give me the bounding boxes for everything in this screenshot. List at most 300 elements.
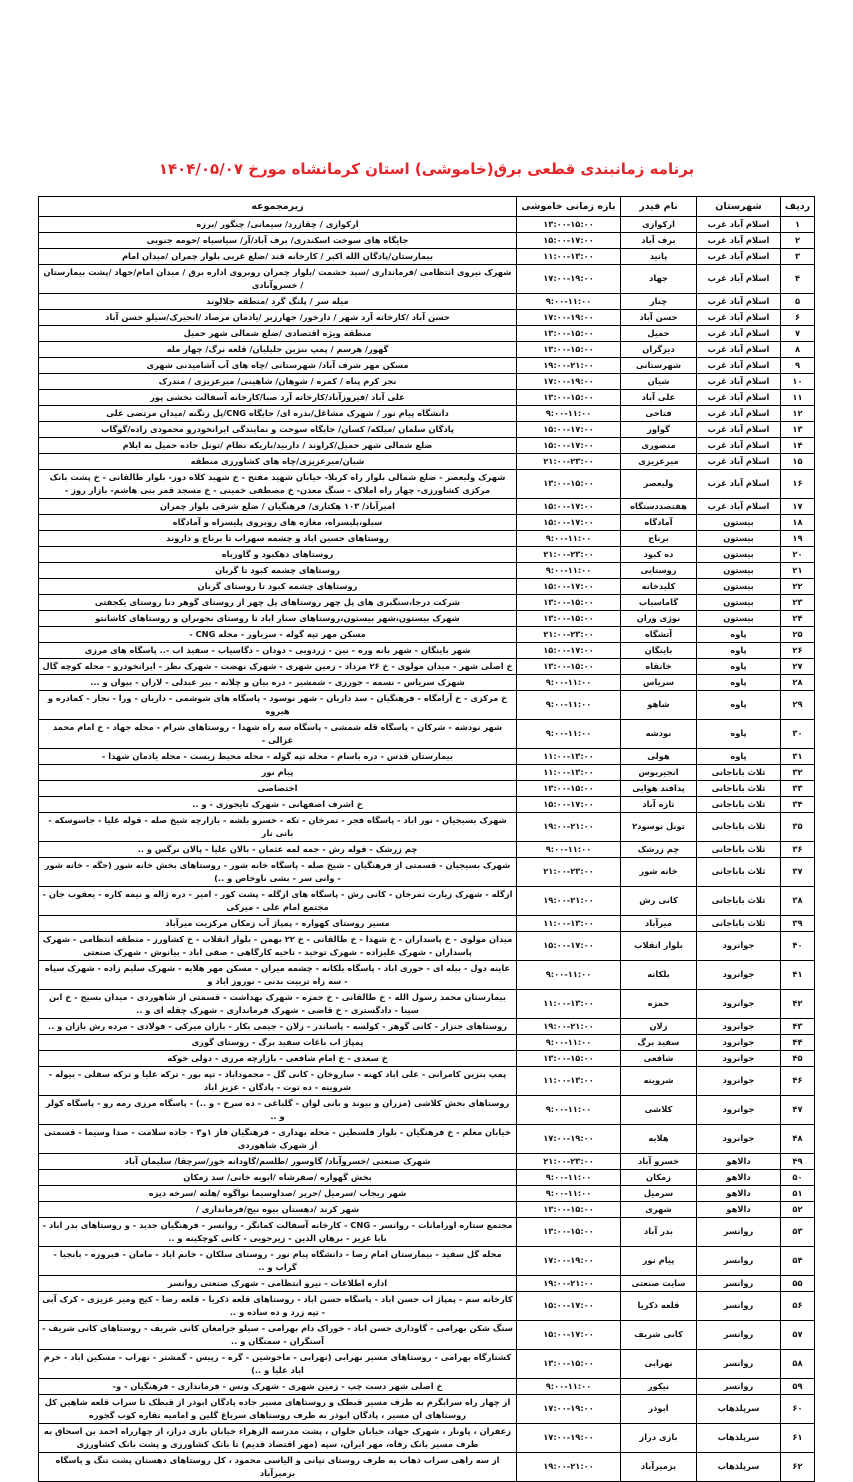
outage-time-range-cell: ۹:۰۰-۱۱:۰۰	[517, 405, 621, 421]
row-index-cell: ۱	[781, 216, 815, 232]
outage-time-range-cell: ۱۱:۰۰-۱۳:۰۰	[517, 748, 621, 764]
county-cell: اسلام آباد غرب	[697, 389, 781, 405]
table-row	[39, 626, 815, 642]
county-cell: بیستون	[697, 514, 781, 530]
feeder-name-cell: نوژی وران	[621, 610, 697, 626]
feeder-name-cell: ولیعصر	[621, 469, 697, 498]
row-index-cell: ۶۰	[781, 1394, 815, 1423]
county-cell: جوانرود	[697, 1050, 781, 1066]
table-row	[39, 674, 815, 690]
sub-areas-cell: اداره اطلاعات - نیرو انتظامی - شهرک صنعتی روانسر	[39, 1275, 517, 1291]
feeder-name-cell: هفتصددستگاه	[621, 498, 697, 514]
feeder-name-cell: نهرابی	[621, 1349, 697, 1378]
header-row	[39, 196, 815, 216]
table-body	[39, 216, 815, 1481]
sub-areas-cell: منطقه ویژه اقتصادی /ضلع شمالی شهر حمیل	[39, 325, 517, 341]
outage-time-range-cell: ۱۱:۰۰-۱۳:۰۰	[517, 915, 621, 931]
county-cell: اسلام آباد غرب	[697, 309, 781, 325]
table-row	[39, 812, 815, 841]
sub-areas-cell: خ سعدی - خ امام شافعی - بازارچه مرزی - دولی خوکه	[39, 1050, 517, 1066]
sub-areas-cell: روستاهای دهکبود و گاورباه	[39, 546, 517, 562]
feeder-name-cell: سفید برگ	[621, 1034, 697, 1050]
row-index-cell: ۵۱	[781, 1185, 815, 1201]
outage-time-range-cell: ۱۳:۰۰-۱۵:۰۰	[517, 341, 621, 357]
outage-time-range-cell: ۲۱:۰۰-۲۳:۰۰	[517, 1153, 621, 1169]
sub-areas-cell: میله سر / پلنگ گرد /منطقه جلالوند	[39, 293, 517, 309]
sub-areas-cell: محله گل سفید - بیمارستان امام رضا - دانشگاه پیام نور - روستای سلکان - خانم اباد - مامان - فیروزه - بانجیا - گراب و ..	[39, 1246, 517, 1275]
county-cell: جوانرود	[697, 1124, 781, 1153]
sub-areas-cell: بخش گهواره /صفرشاه /ابوبه خانی/ سد زمکان	[39, 1169, 517, 1185]
table-row	[39, 610, 815, 626]
table-row	[39, 690, 815, 719]
outage-time-range-cell: ۱۹:۰۰-۲۱:۰۰	[517, 1018, 621, 1034]
county-cell: سرپلذهاب	[697, 1452, 781, 1481]
table-row	[39, 498, 815, 514]
feeder-name-cell: بزمیرآباد	[621, 1452, 697, 1481]
county-cell: جوانرود	[697, 1095, 781, 1124]
table-row	[39, 1185, 815, 1201]
feeder-name-cell: شروینه	[621, 1066, 697, 1095]
row-index-cell: ۸	[781, 341, 815, 357]
county-cell: اسلام آباد غرب	[697, 293, 781, 309]
county-cell: اسلام آباد غرب	[697, 216, 781, 232]
outage-time-range-cell: ۱۱:۰۰-۱۳:۰۰	[517, 1066, 621, 1095]
row-index-cell: ۳۰	[781, 719, 815, 748]
table-row	[39, 309, 815, 325]
row-index-cell: ۱۶	[781, 469, 815, 498]
table-row	[39, 1095, 815, 1124]
outage-time-range-cell: ۱۵:۰۰-۱۷:۰۰	[517, 1320, 621, 1349]
sub-areas-cell: خ اشرف اصفهانی - شهرک تایجوزی - و ..	[39, 796, 517, 812]
row-index-cell: ۴	[781, 264, 815, 293]
outage-time-range-cell: ۱۹:۰۰-۲۱:۰۰	[517, 1275, 621, 1291]
outage-time-range-cell: ۱۹:۰۰-۲۱:۰۰	[517, 812, 621, 841]
sub-areas-cell: شهرک سریاس - نسمه - جورزی - شمشیر - دره بیان و چلانه - بیر عبدلی - لاران - بیوان و ...	[39, 674, 517, 690]
sub-areas-cell: روستاهای جنزار - کانی گوهر - کولسه - پاساندر - زلان - جیمی بکار - بازان میرکی - فولادی - مرده رش بازان و ..	[39, 1018, 517, 1034]
row-index-cell: ۴۸	[781, 1124, 815, 1153]
row-index-cell: ۵۵	[781, 1275, 815, 1291]
table-row	[39, 578, 815, 594]
county-cell: بیستون	[697, 546, 781, 562]
table-row	[39, 562, 815, 578]
sub-areas-cell: امیرآباد/ ۱۰۳ هکتاری/ فرهنگیان / ضلع شرقی بلوار چمران	[39, 498, 517, 514]
feeder-name-cell: نودشه	[621, 719, 697, 748]
sub-areas-cell: خ مرکزی - خ آرامگاه - فرهنگیان - سد داریان - شهر نوسود - پاسگاه های شوشمی - داریان - ورا - نجار - کمادره و هیروه	[39, 690, 517, 719]
county-cell: دالاهو	[697, 1169, 781, 1185]
row-index-cell: ۱۰	[781, 373, 815, 389]
sub-areas-cell: خ اصلی شهر دست چپ - زمین شهری - شهرک ونس - فرمانداری - فرهنگیان - و-	[39, 1378, 517, 1394]
feeder-name-cell: حمزه	[621, 989, 697, 1018]
county-cell: پاوه	[697, 626, 781, 642]
feeder-name-cell: زمکان	[621, 1169, 697, 1185]
county-cell: اسلام آباد غرب	[697, 232, 781, 248]
county-cell: روانسر	[697, 1320, 781, 1349]
sub-areas-cell: عاینه دول - بیله ای - حوری اباد - پاسگاه بلکانه - چشمه میران - مسکن مهر هلایه - شهرک سلیم زاده - شهرک سپاه - سه راه تربیت بدنی - نوروز اباد و	[39, 960, 517, 989]
sub-areas-cell: شهرک بسیجیان - قسمتی از فرهنگیان - شیخ صله - پاسگاه خانه شور - روستاهای بخش خانه شور (جگه - خانه شور - وانی سر - بشی ناوخاص و ..)	[39, 857, 517, 886]
row-index-cell: ۵	[781, 293, 815, 309]
county-cell: اسلام آباد غرب	[697, 325, 781, 341]
feeder-name-cell: زلان	[621, 1018, 697, 1034]
col-header-county: شهرستان	[697, 196, 781, 216]
county-cell: سرپلذهاب	[697, 1423, 781, 1452]
row-index-cell: ۴۴	[781, 1034, 815, 1050]
feeder-name-cell: حمیل	[621, 325, 697, 341]
county-cell: روانسر	[697, 1291, 781, 1320]
outage-time-range-cell: ۹:۰۰-۱۱:۰۰	[517, 1169, 621, 1185]
row-index-cell: ۲۷	[781, 658, 815, 674]
sub-areas-cell: جایگاه های سوخت اسکندری/ برف آباد/آر/ سیاسیاه /حومه جنوبی	[39, 232, 517, 248]
col-header-row-index: ردیف	[781, 196, 815, 216]
sub-areas-cell: شهرک صنعتی /خسروآباد/ گاوسور /طلسم/گاودانه خور/سرچقا/ سلیمان آباد	[39, 1153, 517, 1169]
table-row	[39, 1124, 815, 1153]
table-row	[39, 1018, 815, 1034]
feeder-name-cell: میرآباد	[621, 915, 697, 931]
row-index-cell: ۱۷	[781, 498, 815, 514]
feeder-name-cell: شاهو	[621, 690, 697, 719]
sub-areas-cell: پیام نور	[39, 764, 517, 780]
col-header-sub-areas: زیرمجموعه	[39, 196, 517, 216]
feeder-name-cell: بلوار انقلاب	[621, 931, 697, 960]
row-index-cell: ۳۶	[781, 841, 815, 857]
county-cell: ثلاث باباجانی	[697, 764, 781, 780]
county-cell: اسلام آباد غرب	[697, 453, 781, 469]
table-row	[39, 1394, 815, 1423]
feeder-name-cell: تونل نوسود۲	[621, 812, 697, 841]
table-row	[39, 1034, 815, 1050]
table-row	[39, 389, 815, 405]
county-cell: روانسر	[697, 1275, 781, 1291]
sub-areas-cell: روستاهای چشمه کبود تا روستای گربان	[39, 578, 517, 594]
outage-time-range-cell: ۱۵:۰۰-۱۷:۰۰	[517, 796, 621, 812]
county-cell: جوانرود	[697, 931, 781, 960]
feeder-name-cell: جهاد	[621, 264, 697, 293]
feeder-name-cell: آمادگاه	[621, 514, 697, 530]
sub-areas-cell: شهرک ولیعصر - ضلع شمالی بلوار راه کربلا- خیابان شهید مفتح - خ شهید کلاه دوز- بلوار طالقانی - خ پشت بانک مرکزی کشاورزی- چهار راه املاک - سنگ معدن- خ مصطفی خمینی - خ مسجد قمر بنی هاشم- بازار روز -	[39, 469, 517, 498]
row-index-cell: ۶۱	[781, 1423, 815, 1452]
row-index-cell: ۱۴	[781, 437, 815, 453]
row-index-cell: ۴۲	[781, 989, 815, 1018]
sub-areas-cell: مجتمع ستاره اورامانات - روانسر - CNG - کارخانه آسفالت کمانگر - روانسر - فرهنگیان جدید - و روستاهای بدر اباد - بابا عزیز - برهان الدین - زیرجویی - کانی کوچکینه و ..	[39, 1217, 517, 1246]
county-cell: ثلاث باباجانی	[697, 886, 781, 915]
sub-areas-cell: خ اصلی شهر - میدان مولوی - خ ۲۶ مرداد - زمین شهری - شهرک نهضت - شهرک نظر - ایرانخودرو - محله کوچه گال	[39, 658, 517, 674]
county-cell: اسلام آباد غرب	[697, 437, 781, 453]
row-index-cell: ۶۲	[781, 1452, 815, 1481]
feeder-name-cell: پدافند هوایی	[621, 780, 697, 796]
county-cell: اسلام آباد غرب	[697, 498, 781, 514]
row-index-cell: ۳	[781, 248, 815, 264]
row-index-cell: ۲۰	[781, 546, 815, 562]
county-cell: دالاهو	[697, 1153, 781, 1169]
sub-areas-cell: اختصاصی	[39, 780, 517, 796]
sub-areas-cell: سیلو،پلیسراه، مغازه های روبروی پلیسراه و آمادگاه	[39, 514, 517, 530]
sub-areas-cell: شهر ریجاب /سرمیل /حریر /صداوسیما نواگوه /هلته /سرخه دیزه	[39, 1185, 517, 1201]
feeder-name-cell: شهرستانی	[621, 357, 697, 373]
outage-time-range-cell: ۹:۰۰-۱۱:۰۰	[517, 1095, 621, 1124]
col-header-feeder-name: نام فیدر	[621, 196, 697, 216]
outage-time-range-cell: ۱۳:۰۰-۱۵:۰۰	[517, 610, 621, 626]
row-index-cell: ۵۲	[781, 1201, 815, 1217]
feeder-name-cell: منصوری	[621, 437, 697, 453]
outage-time-range-cell: ۱۳:۰۰-۱۵:۰۰	[517, 1349, 621, 1378]
feeder-name-cell: حسن آباد	[621, 309, 697, 325]
feeder-name-cell: شافعی	[621, 1050, 697, 1066]
sub-areas-cell: ضلع شمالی شهر حمیل/کراوند / داربید/باریکه نظام /تونل جاده حمیل به ایلام	[39, 437, 517, 453]
row-index-cell: ۱۳	[781, 421, 815, 437]
county-cell: بیستون	[697, 530, 781, 546]
row-index-cell: ۷	[781, 325, 815, 341]
feeder-name-cell: سریاس	[621, 674, 697, 690]
outage-time-range-cell: ۱۳:۰۰-۱۵:۰۰	[517, 325, 621, 341]
sub-areas-cell: مسیر روستای کهواره - پمپاژ آب زمکان مرکزیت میرآباد	[39, 915, 517, 931]
outage-time-range-cell: ۹:۰۰-۱۱:۰۰	[517, 1185, 621, 1201]
feeder-name-cell: شهری	[621, 1201, 697, 1217]
feeder-name-cell: میرعزیزی	[621, 453, 697, 469]
feeder-name-cell: هولی	[621, 748, 697, 764]
sub-areas-cell: شهر باینگان - شهر بانه وره - نین - زردویی - دودان - دگاسیاب - سفید اب -.. پاسگاه های مرزی	[39, 642, 517, 658]
feeder-name-cell: ارکوازی	[621, 216, 697, 232]
sub-areas-cell: بیمارستان محمد رسول الله - خ طالقانی - خ حمزه - شهرک بهداشت - قسمتی از شاهوردی - میدان بسیج - خ ابن سینا - دادگستری - خ قاضی - شهرک فرمانداری - شهرک چقله ای و ..	[39, 989, 517, 1018]
outage-time-range-cell: ۱۳:۰۰-۱۵:۰۰	[517, 469, 621, 498]
county-cell: سرپلذهاب	[697, 1394, 781, 1423]
table-row	[39, 373, 815, 389]
sub-areas-cell: کارخانه سم - پمپاژ اب حسن اباد - پاسگاه حسن اباد - روستاهای قلعه ذکریا - قلعه رضا - کیج ومیر عزیزی - کرک آبی - تپه زرد و ده ساده و ..	[39, 1291, 517, 1320]
table-row	[39, 514, 815, 530]
feeder-name-cell: خسرو آباد	[621, 1153, 697, 1169]
table-row	[39, 1349, 815, 1378]
sub-areas-cell: روستاهای بخش کلاشی (مزران و بیوند و بانی لوان - گلباغی - ده سرخ - و ..) - پاسگاه مرزی رمه رو - پاسگاه کولر و ..	[39, 1095, 517, 1124]
row-index-cell: ۲۲	[781, 578, 815, 594]
row-index-cell: ۵۴	[781, 1246, 815, 1275]
outage-time-range-cell: ۱۹:۰۰-۲۱:۰۰	[517, 357, 621, 373]
table-row	[39, 1452, 815, 1481]
col-header-outage-time-range: بازه زمانی خاموشی	[517, 196, 621, 216]
sub-areas-cell: مسکن مهر تپه گوله - سرباور - محله CNG -	[39, 626, 517, 642]
table-row	[39, 248, 815, 264]
outage-time-range-cell: ۱۹:۰۰-۲۱:۰۰	[517, 886, 621, 915]
feeder-name-cell: فتاحی	[621, 405, 697, 421]
row-index-cell: ۴۳	[781, 1018, 815, 1034]
row-index-cell: ۵۹	[781, 1378, 815, 1394]
outage-time-range-cell: ۲۱:۰۰-۲۳:۰۰	[517, 546, 621, 562]
feeder-name-cell: چنار	[621, 293, 697, 309]
sub-areas-cell: ازگله - شهرک زیارت تمرخان - کانی رش - پاسگاه های ازگله - پشت کور - امیر - دره ژاله و نیمه کاره - یعقوب جان - مجتمع امام علی - میرکی	[39, 886, 517, 915]
sub-areas-cell: پمپ بنزین کامرانی - علی اباد کهنه - ساروخان - کانی گل - محموداباد - تپه بور - ترکه علیا و ترکه سفلی - بیوله - شروینه - ده توت - پادگان - عزیز اباد	[39, 1066, 517, 1095]
table-row	[39, 1320, 815, 1349]
table-row	[39, 658, 815, 674]
outage-time-range-cell: ۱۵:۰۰-۱۷:۰۰	[517, 421, 621, 437]
county-cell: جوانرود	[697, 1018, 781, 1034]
outage-time-range-cell: ۹:۰۰-۱۱:۰۰	[517, 690, 621, 719]
sub-areas-cell: شهرک بیستون،شهر بیستون،روستاهای سنار اباد تا روستای نجوبران و روستاهای کاشانتو	[39, 610, 517, 626]
table-row	[39, 325, 815, 341]
row-index-cell: ۱۹	[781, 530, 815, 546]
outage-time-range-cell: ۱۵:۰۰-۱۷:۰۰	[517, 498, 621, 514]
county-cell: جوانرود	[697, 1034, 781, 1050]
row-index-cell: ۱۸	[781, 514, 815, 530]
table-row	[39, 960, 815, 989]
sub-areas-cell: شهرک نیروی انتظامی /فرمانداری /سید حشمت /بلوار چمران روبروی اداره برق / میدان امام/جهاد /پشت بیمارستان / خسروآبادی	[39, 264, 517, 293]
outage-time-range-cell: ۹:۰۰-۱۱:۰۰	[517, 960, 621, 989]
outage-time-range-cell: ۱۷:۰۰-۱۹:۰۰	[517, 1394, 621, 1423]
feeder-name-cell: کانی شریف	[621, 1320, 697, 1349]
outage-time-range-cell: ۱۷:۰۰-۱۹:۰۰	[517, 1246, 621, 1275]
table-row	[39, 886, 815, 915]
row-index-cell: ۳۴	[781, 796, 815, 812]
feeder-name-cell: سایت صنعتی	[621, 1275, 697, 1291]
feeder-name-cell: پیام نور	[621, 1246, 697, 1275]
feeder-name-cell: قلعه ذکریا	[621, 1291, 697, 1320]
outage-time-range-cell: ۹:۰۰-۱۱:۰۰	[517, 841, 621, 857]
outage-time-range-cell: ۱۵:۰۰-۱۷:۰۰	[517, 578, 621, 594]
feeder-name-cell: پانید	[621, 248, 697, 264]
table-row	[39, 1217, 815, 1246]
county-cell: بیستون	[697, 578, 781, 594]
sub-areas-cell: شرکت درجا،سنگبری های پل چهر روستاهای پل چهر از روستای گوهر دنا روستای یکجفتی	[39, 594, 517, 610]
table-row	[39, 1423, 815, 1452]
outage-time-range-cell: ۹:۰۰-۱۱:۰۰	[517, 530, 621, 546]
sub-areas-cell: روستاهای چشمه کبود تا گربان	[39, 562, 517, 578]
feeder-name-cell: تازه آباد	[621, 796, 697, 812]
county-cell: اسلام آباد غرب	[697, 341, 781, 357]
row-index-cell: ۶	[781, 309, 815, 325]
county-cell: ثلاث باباجانی	[697, 812, 781, 841]
county-cell: ثلاث باباجانی	[697, 796, 781, 812]
feeder-name-cell: خانه شور	[621, 857, 697, 886]
county-cell: ثلاث باباجانی	[697, 857, 781, 886]
outage-time-range-cell: ۲۱:۰۰-۲۳:۰۰	[517, 857, 621, 886]
sub-areas-cell: میدان مولوی - خ پاسداران - خ شهدا - خ طالقانی - خ ۲۲ بهمن - بلوار انقلاب - خ کشاورز - منطقه انتظامی - شهرک پاسداران - شهرک علیزاده - شهرک توحید - ناحیه کارگاهی - صفی اباد - بیانوش - شهرک صنعتی	[39, 931, 517, 960]
row-index-cell: ۴۷	[781, 1095, 815, 1124]
feeder-name-cell: دیزگران	[621, 341, 697, 357]
table-header	[39, 196, 815, 216]
county-cell: بیستون	[697, 594, 781, 610]
row-index-cell: ۱۱	[781, 389, 815, 405]
sub-areas-cell: گهور/ هرسم / پمپ بنزین جلیلیان/ قلعه نرگ/ چهار مله	[39, 341, 517, 357]
row-index-cell: ۹	[781, 357, 815, 373]
table-row	[39, 437, 815, 453]
county-cell: اسلام آباد غرب	[697, 248, 781, 264]
table-row	[39, 1169, 815, 1185]
county-cell: پاوه	[697, 674, 781, 690]
table-row	[39, 796, 815, 812]
row-index-cell: ۲۹	[781, 690, 815, 719]
county-cell: اسلام آباد غرب	[697, 421, 781, 437]
county-cell: پاوه	[697, 748, 781, 764]
county-cell: بیستون	[697, 562, 781, 578]
feeder-name-cell: کلاشی	[621, 1095, 697, 1124]
table-row	[39, 841, 815, 857]
row-index-cell: ۳۷	[781, 857, 815, 886]
outage-time-range-cell: ۹:۰۰-۱۱:۰۰	[517, 293, 621, 309]
sub-areas-cell: ارکوازی / چقازرد/ سیمانی/ چنگور /برزه	[39, 216, 517, 232]
feeder-name-cell: آتشگاه	[621, 626, 697, 642]
row-index-cell: ۳۹	[781, 915, 815, 931]
table-row	[39, 1066, 815, 1095]
county-cell: روانسر	[697, 1378, 781, 1394]
county-cell: ثلاث باباجانی	[697, 915, 781, 931]
outage-time-range-cell: ۹:۰۰-۱۱:۰۰	[517, 1378, 621, 1394]
sub-areas-cell: کشتارگاه بهرامی - روستاهای مسیر نهرابی (نهرابی - ماخوشین - گره - رپیس - گمشتر - نهراب - مسکین اباد - خرم اباد علیا و ..)	[39, 1349, 517, 1378]
feeder-name-cell: برف آباد	[621, 232, 697, 248]
table-row	[39, 594, 815, 610]
outage-time-range-cell: ۱۵:۰۰-۱۷:۰۰	[517, 437, 621, 453]
county-cell: بیستون	[697, 610, 781, 626]
county-cell: اسلام آباد غرب	[697, 264, 781, 293]
county-cell: جوانرود	[697, 960, 781, 989]
feeder-name-cell: چم زرشک	[621, 841, 697, 857]
table-row	[39, 357, 815, 373]
outage-time-range-cell: ۱۷:۰۰-۱۹:۰۰	[517, 1124, 621, 1153]
outage-time-range-cell: ۱۹:۰۰-۲۱:۰۰	[517, 1452, 621, 1481]
table-row	[39, 719, 815, 748]
outage-time-range-cell: ۲۱:۰۰-۲۳:۰۰	[517, 626, 621, 642]
sub-areas-cell: چم زرشک - قوله رش - جمه لمه عثمان - بالان علیا - پالان نرگس و ..	[39, 841, 517, 857]
table-row	[39, 421, 815, 437]
county-cell: اسلام آباد غرب	[697, 373, 781, 389]
outage-time-range-cell: ۱۷:۰۰-۱۹:۰۰	[517, 1423, 621, 1452]
row-index-cell: ۵۷	[781, 1320, 815, 1349]
table-row	[39, 915, 815, 931]
outage-time-range-cell: ۱۳:۰۰-۱۵:۰۰	[517, 1050, 621, 1066]
row-index-cell: ۵۳	[781, 1217, 815, 1246]
outage-time-range-cell: ۱۵:۰۰-۱۷:۰۰	[517, 232, 621, 248]
county-cell: اسلام آباد غرب	[697, 405, 781, 421]
sub-areas-cell: شهرک بسیجیان - نور اباد - پاسگاه فجر - تمرخان - تکه - خسرو بلشه - بازارچه شیخ صله - قوله علیا - جاسوسکه - بانی نار	[39, 812, 517, 841]
county-cell: جوانرود	[697, 1066, 781, 1095]
table-row	[39, 642, 815, 658]
row-index-cell: ۲۸	[781, 674, 815, 690]
county-cell: دالاهو	[697, 1201, 781, 1217]
row-index-cell: ۱۵	[781, 453, 815, 469]
row-index-cell: ۵۸	[781, 1349, 815, 1378]
row-index-cell: ۳۵	[781, 812, 815, 841]
table-row	[39, 1050, 815, 1066]
table-row	[39, 748, 815, 764]
sub-areas-cell: پمپاژ اب باغات سفید برگ - روستای گوری	[39, 1034, 517, 1050]
outage-time-range-cell: ۱۵:۰۰-۱۷:۰۰	[517, 514, 621, 530]
feeder-name-cell: بلکانه	[621, 960, 697, 989]
row-index-cell: ۴۵	[781, 1050, 815, 1066]
table-row	[39, 530, 815, 546]
county-cell: پاوه	[697, 690, 781, 719]
table-row	[39, 546, 815, 562]
outage-time-range-cell: ۱۷:۰۰-۱۹:۰۰	[517, 373, 621, 389]
outage-time-range-cell: ۱۵:۰۰-۱۷:۰۰	[517, 642, 621, 658]
feeder-name-cell: نیکور	[621, 1378, 697, 1394]
outage-time-range-cell: ۱۳:۰۰-۱۵:۰۰	[517, 1201, 621, 1217]
outage-time-range-cell: ۲۱:۰۰-۲۳:۰۰	[517, 453, 621, 469]
table-row	[39, 857, 815, 886]
county-cell: جوانرود	[697, 989, 781, 1018]
sub-areas-cell: شیان/میرعزیزی/چاه های کشاورزی منطقه	[39, 453, 517, 469]
table-row	[39, 1291, 815, 1320]
table-row	[39, 469, 815, 498]
county-cell: پاوه	[697, 658, 781, 674]
sub-areas-cell: از چهار راه سرابگرم به طرف مسیر قبطک و روستاهای مسیر جاده پادگان ابوذر از قبطک تا سراب قلعه شاهین کل روستاهای ان مسیر ، پادگان ابوذر به طرف روستاهای سریاغ گلین و امامیه نقاره کوب گجوره	[39, 1394, 517, 1423]
sub-areas-cell: بیمارستان قدس - دره باسام - محله تپه گوله - محله محیط زیست - محله یادمان شهدا -	[39, 748, 517, 764]
feeder-name-cell: گواور	[621, 421, 697, 437]
outage-time-range-cell: ۱۷:۰۰-۱۹:۰۰	[517, 264, 621, 293]
table-row	[39, 1153, 815, 1169]
row-index-cell: ۲۱	[781, 562, 815, 578]
sub-areas-cell: شهر نودشه - شرکان - پاسگاه قله شمشی - پاسگاه سه راه شهدا - روستاهای شرام - محله جهاد - خ امام محمد غزالی -	[39, 719, 517, 748]
row-index-cell: ۳۸	[781, 886, 815, 915]
outage-time-range-cell: ۹:۰۰-۱۱:۰۰	[517, 562, 621, 578]
county-cell: پاوه	[697, 719, 781, 748]
row-index-cell: ۴۰	[781, 931, 815, 960]
feeder-name-cell: علی آباد	[621, 389, 697, 405]
county-cell: روانسر	[697, 1217, 781, 1246]
